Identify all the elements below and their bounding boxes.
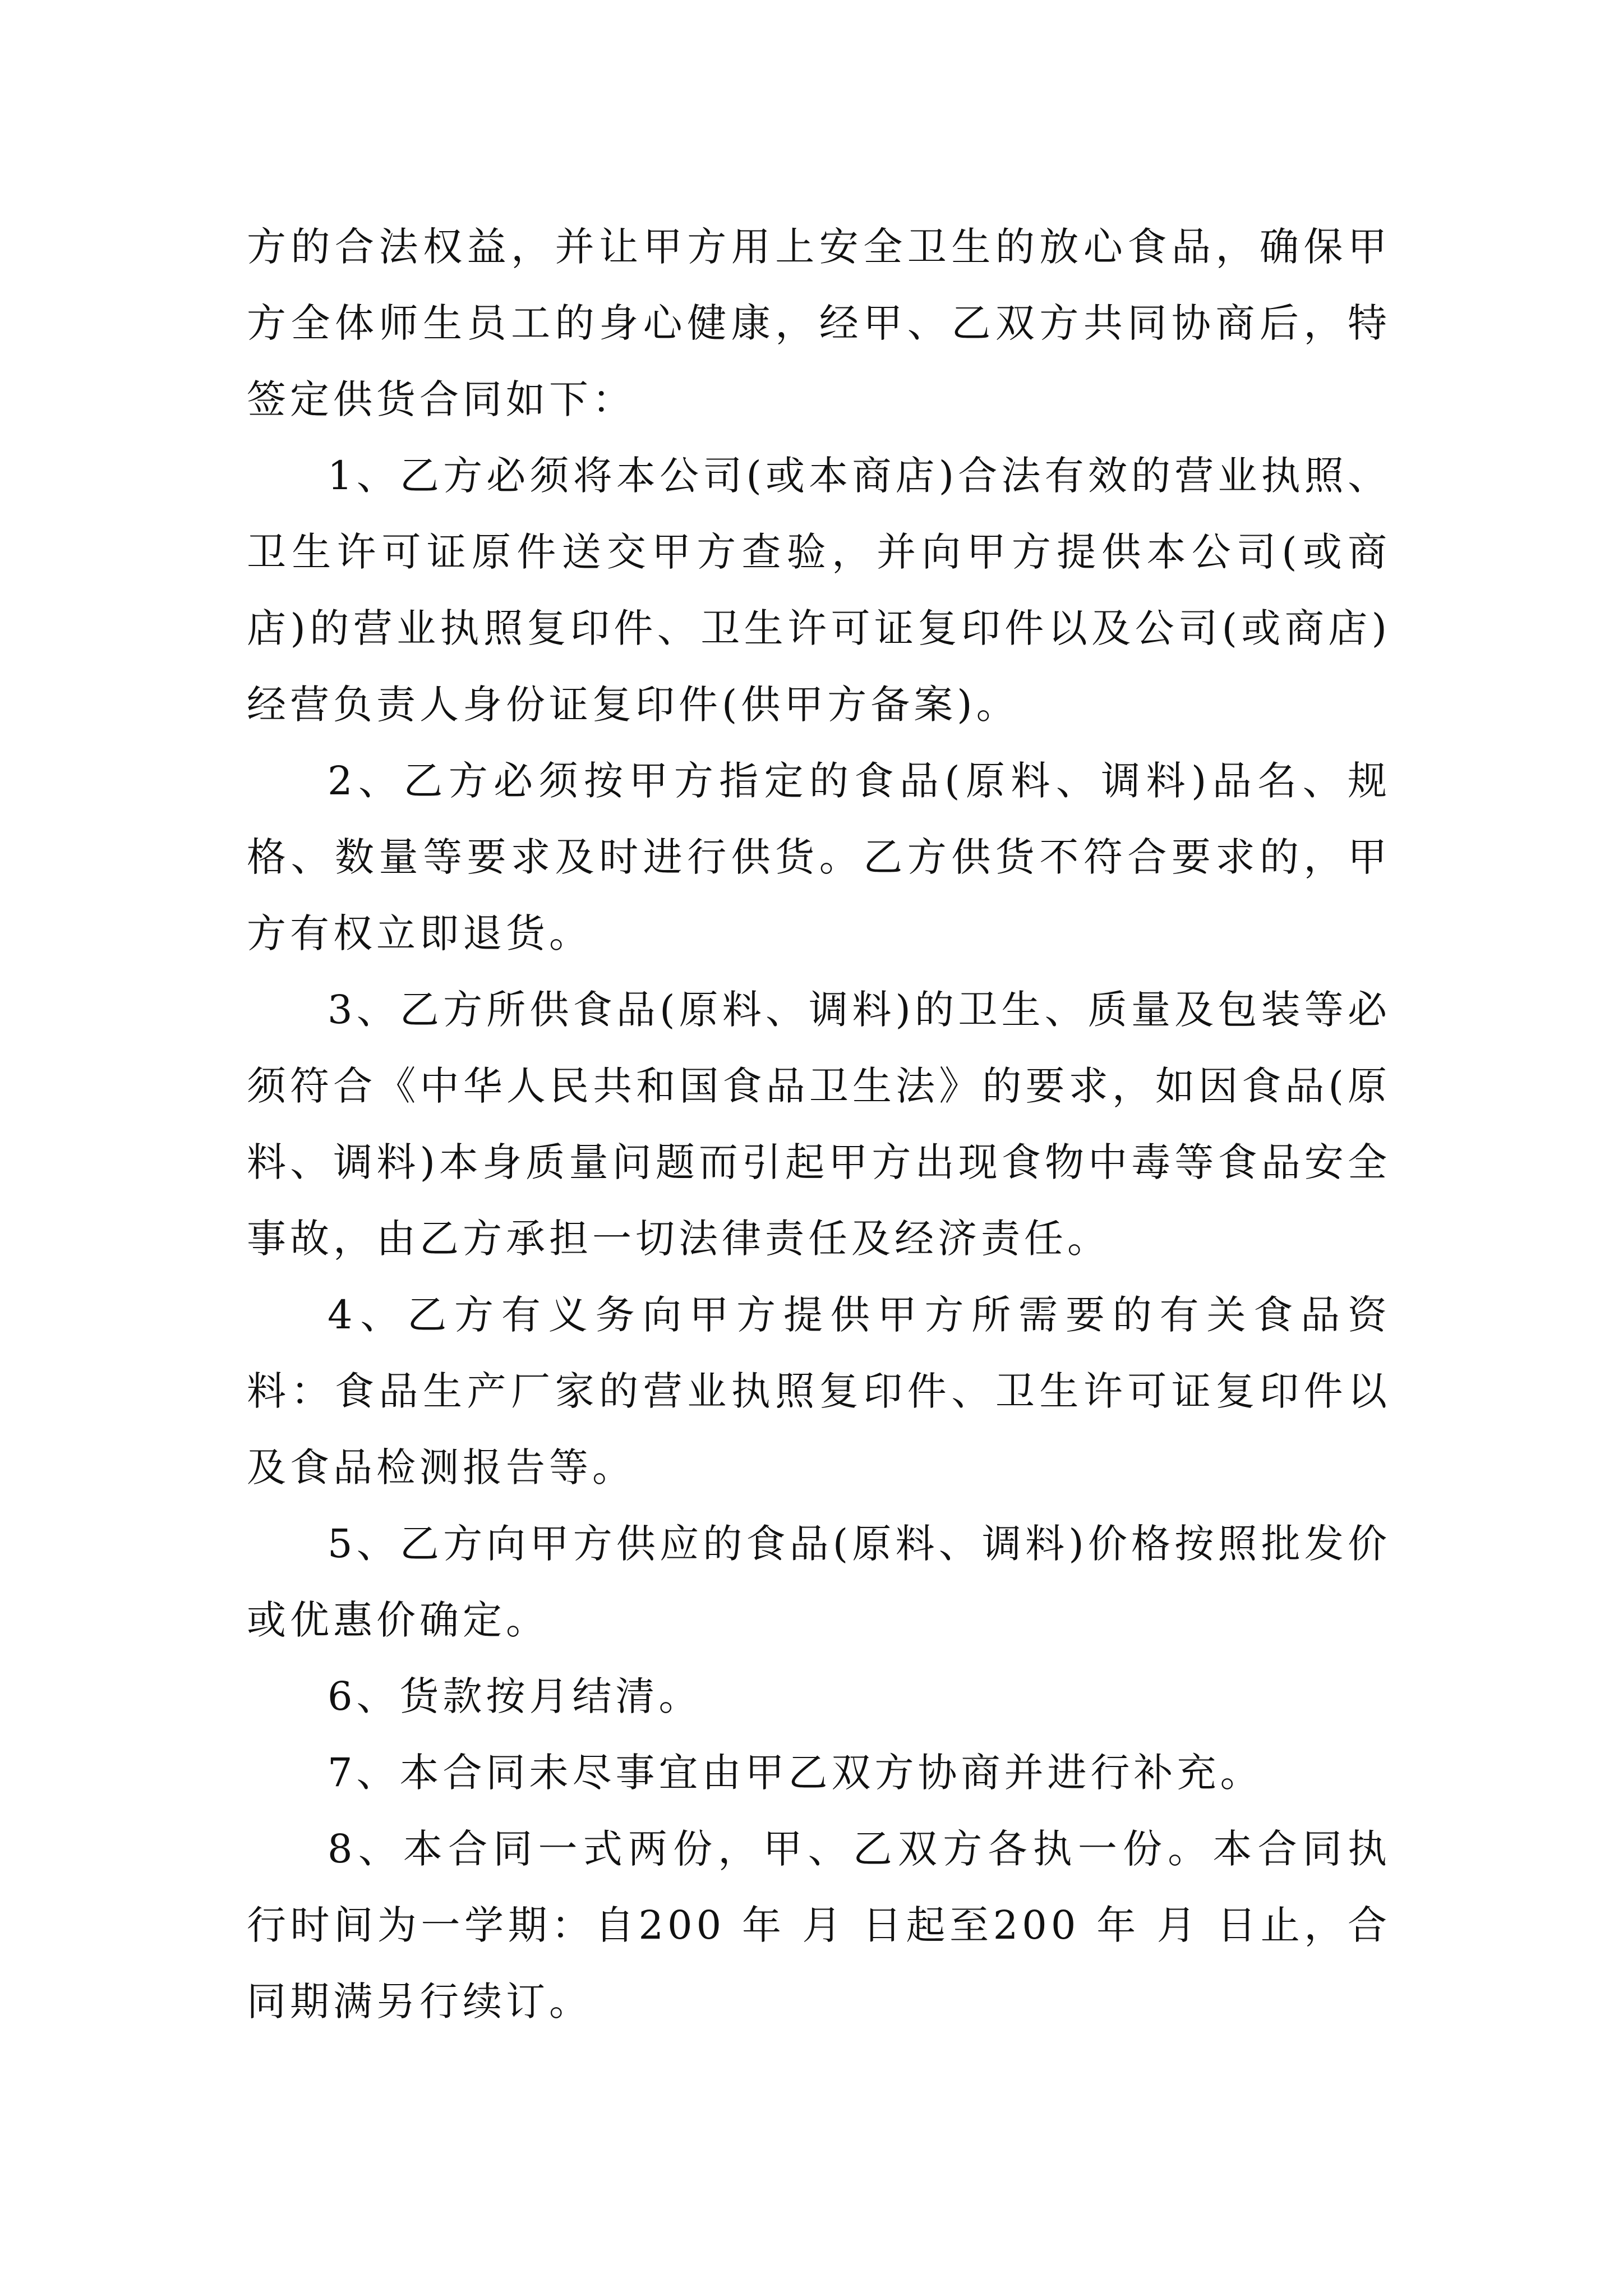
clause-2: 2、乙方必须按甲方指定的食品(原料、调料)品名、规格、数量等要求及时进行供货。乙方供货不符合要求的，甲方有权立即退货。 xyxy=(247,758,1391,956)
clause-7: 7、本合同未尽事宜由甲乙双方协商并进行补充。 xyxy=(328,1750,1264,1796)
clause-5: 5、乙方向甲方供应的食品(原料、调料)价格按照批发价或优惠价确定。 xyxy=(247,1521,1391,1643)
clause-4: 4、乙方有义务向甲方提供甲方所需要的有关食品资料：食品生产厂家的营业执照复印件、卫生许可证复印件以及食品检测报告等。 xyxy=(247,1292,1391,1490)
clause-1: 1、乙方必须将本公司(或本商店)合法有效的营业执照、卫生许可证原件送交甲方查验，并向甲方提供本公司(或商店)的营业执照复印件、卫生许可证复印件以及公司(或商店)经营负责人身份证复印件(供甲方备案)。 xyxy=(247,453,1391,728)
clause-3: 3、乙方所供食品(原料、调料)的卫生、质量及包装等必须符合《中华人民共和国食品卫生法》的要求，如因食品(原料、调料)本身质量问题而引起甲方出现食物中毒等食品安全事故，由乙方承担一切法律责任及经济责任。 xyxy=(247,987,1391,1262)
clause-8: 8、本合同一式两份，甲、乙双方各执一份。本合同执行时间为一学期：自200 年 月 日起至200 年 月 日止，合同期满另行续订。 xyxy=(247,1826,1391,2024)
contract-body xyxy=(247,209,1391,2040)
paragraph-intro-continued: 方的合法权益，并让甲方用上安全卫生的放心食品，确保甲方全体师生员工的身心健康，经甲、乙双方共同协商后，特签定供货合同如下： xyxy=(247,224,1391,422)
clause-6: 6、货款按月结清。 xyxy=(328,1673,702,1719)
